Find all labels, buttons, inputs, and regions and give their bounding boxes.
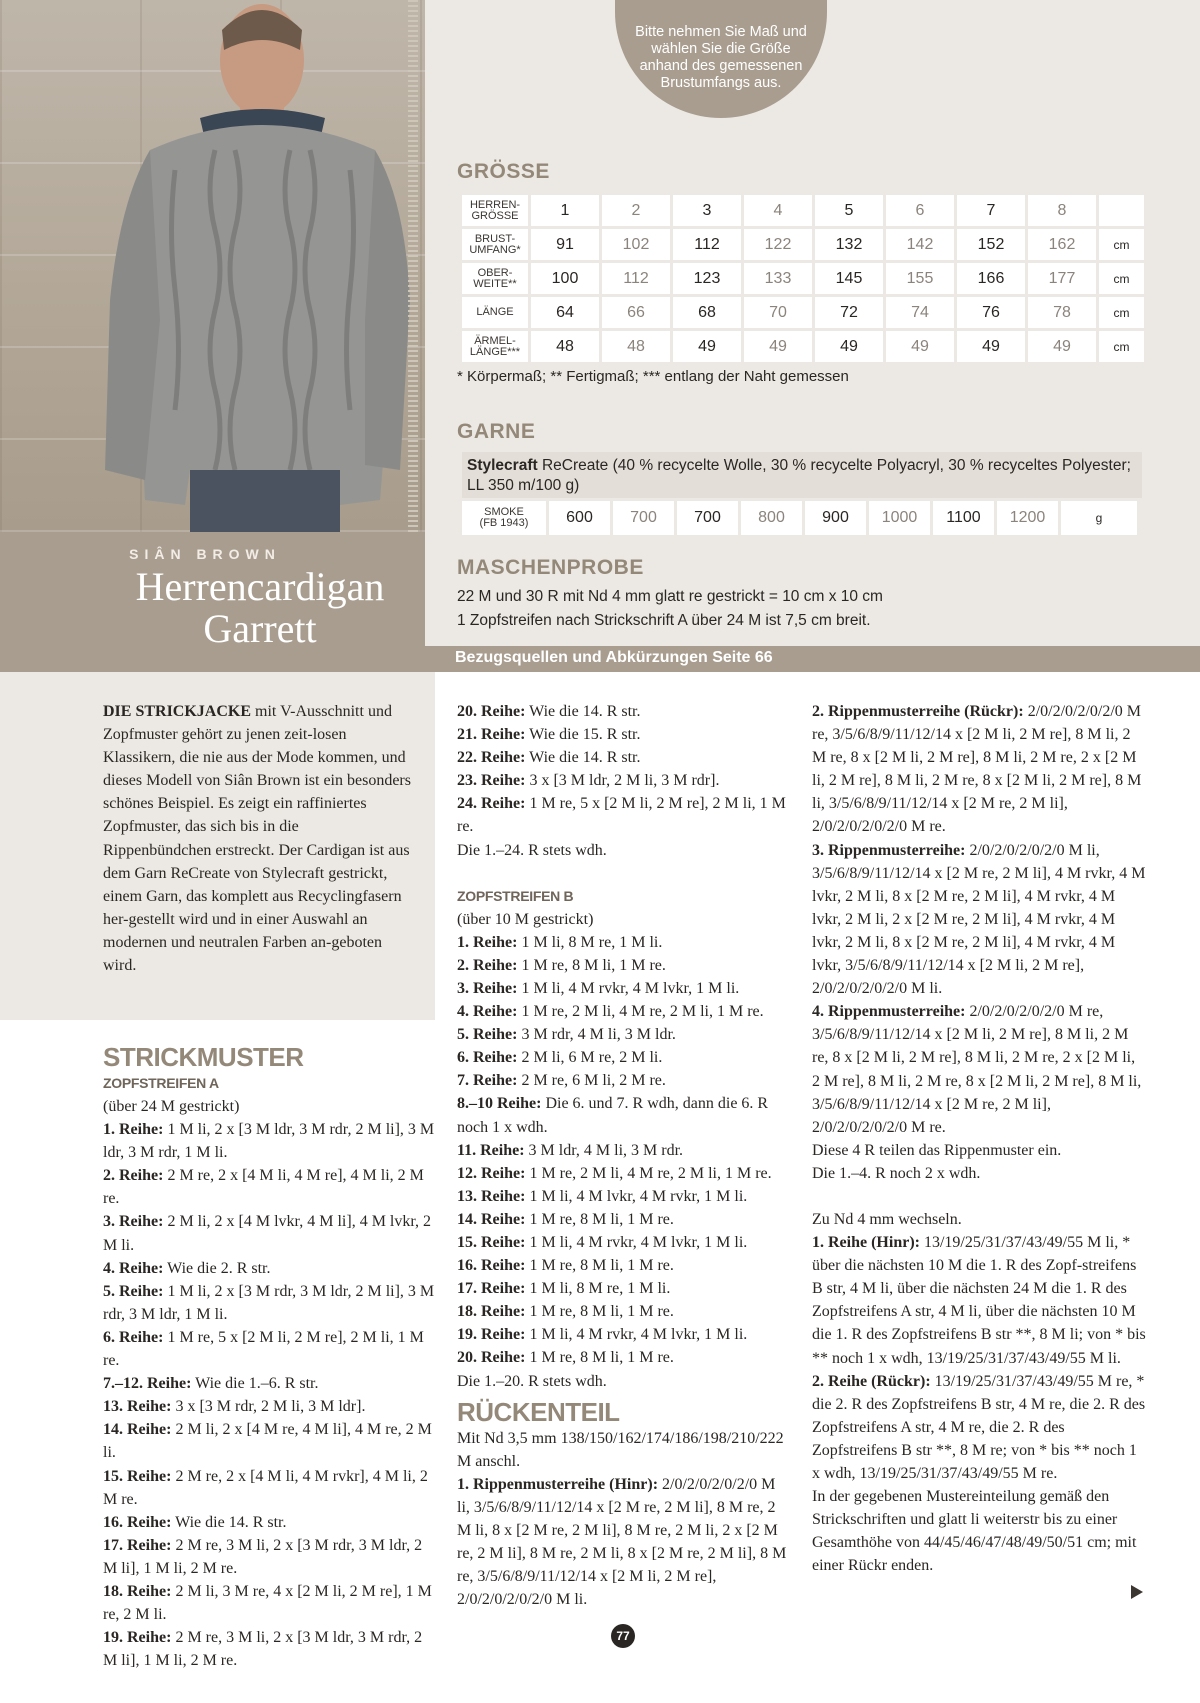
size-table-row (462, 297, 1144, 328)
size-value-cell: 6 (886, 195, 954, 226)
yarn-color-label: SMOKE (FB 1943) (462, 501, 546, 535)
trousers (190, 470, 340, 532)
size-row-label: BRUST- UMFANG* (462, 229, 528, 260)
size-value-cell: 72 (815, 297, 883, 328)
instruction-row: 16. Reihe: 1 M re, 8 M li, 1 M re. (457, 1257, 674, 1275)
yarn-details: ReCreate (40 % recycelte Wolle, 30 % recycelte Polyacryl, 30 % recyceltes Polyester; LL 350 m/100 g) (467, 457, 1131, 494)
instruction-row: 24. Reihe: 1 M re, 5 x [2 M li, 2 M re], 2 M li, 1 M re. (457, 795, 786, 836)
instruction-row: 4. Reihe: Wie die 2. R str. (103, 1259, 271, 1277)
size-value-cell: 8 (1028, 195, 1096, 226)
instruction-row: 13. Reihe: 1 M li, 4 M lvkr, 4 M rvkr, 1 M li. (457, 1187, 748, 1205)
zopfstreifen-a-rows-cont (457, 700, 792, 839)
yarn-amount-cell: 1100 (933, 501, 994, 535)
yarn-amount-cell: 700 (677, 501, 738, 535)
title-line-2: Garrett (203, 606, 317, 651)
size-value-cell: 132 (815, 229, 883, 260)
size-table-row (462, 229, 1144, 260)
instruction-row: 15. Reihe: 2 M re, 2 x [4 M li, 4 M rvkr], 4 M li, 2 M re. (103, 1467, 428, 1508)
size-value-cell: 142 (886, 229, 954, 260)
gauge-line-2: 1 Zopfstreifen nach Strickschrift A über 24 M ist 7,5 cm breit. (457, 612, 871, 629)
rib-row-2-text: 2/0/2/0/2/0/2/0 M re, 3/5/6/8/9/11/12/14 x [2 M li, 2 M re], 8 M li, 2 M re, 8 x [2 M li, 2 M re], 8 M li, 2 M re, 2 x [2 M li, 2 M re], 8 M li, 2 M re, 8 x [2 M li, 2 M re], 8 M li, 3/5/6/8/9/11/12/14 x [2 M re, 2 M li], 2/0/2/0/2/0/2/0 M re. (812, 703, 1142, 836)
size-table (459, 192, 1147, 365)
zopfstreifen-b-note: (über 10 M gestrickt) (457, 910, 594, 928)
rib-row-3-text: 2/0/2/0/2/0/2/0 M li, 3/5/6/8/9/11/12/14 x [2 M re, 2 M li], 4 M rvkr, 4 M lvkr, 2 M li, 8 x [2 M re, 2 M li], 4 M rvkr, 4 M lvkr, 2 M li, 2 x [2 M re, 2 M li], 4 M rvkr, 4 M lvkr, 2 M li, 8 x [2 M re, 2 M li], 4 M rvkr, 4 M lvkr, 3/5/6/8/9/11/12/14 x [2 M li, 2 M re], 2/0/2/0/2/0/2/0 M li. (812, 841, 1146, 998)
column-1 (103, 1038, 438, 1672)
size-value-cell: 48 (602, 331, 670, 362)
rib-note: Diese 4 R teilen das Rippenmuster ein. (812, 1141, 1062, 1159)
size-value-cell: 177 (1028, 263, 1096, 294)
instruction-row: 4. Reihe: 1 M re, 2 M li, 4 M re, 2 M li, 1 M re. (457, 1003, 764, 1021)
back-pattern-row-1 (812, 1231, 1147, 1370)
instruction-row: 7.–12. Reihe: Wie die 1.–6. R str. (103, 1375, 319, 1393)
instruction-row: 16. Reihe: Wie die 14. R str. (103, 1513, 287, 1531)
instruction-row: 6. Reihe: 1 M re, 5 x [2 M li, 2 M re], 2 M li, 1 M re. (103, 1328, 424, 1370)
size-value-cell: 112 (602, 263, 670, 294)
instruction-row: 22. Reihe: Wie die 14. R str. (457, 749, 641, 767)
size-value-cell: 66 (602, 297, 670, 328)
rib-row-3 (812, 839, 1147, 1001)
size-row-label: OBER- WEITE** (462, 263, 528, 294)
size-unit-cell: cm (1099, 297, 1144, 328)
size-value-cell: 152 (957, 229, 1025, 260)
author-name: SIÂN BROWN (129, 546, 281, 562)
size-footnote: * Körpermaß; ** Fertigmaß; *** entlang der Naht gemessen (457, 368, 849, 385)
instruction-row: 21. Reihe: Wie die 15. R str. (457, 726, 641, 744)
size-value-cell: 49 (886, 331, 954, 362)
instruction-row: 18. Reihe: 1 M re, 8 M li, 1 M re. (457, 1303, 674, 1321)
size-value-cell: 49 (1028, 331, 1096, 362)
size-row-label: ÄRMEL- LÄNGE*** (462, 331, 528, 362)
zopfstreifen-a-heading: ZOPFSTREIFEN A (103, 1075, 219, 1091)
instruction-row: 18. Reihe: 2 M li, 3 M re, 4 x [2 M li, 2 M re], 1 M re, 2 M li. (103, 1582, 432, 1624)
size-value-cell: 123 (673, 263, 741, 294)
yarn-amount-cell: 700 (613, 501, 674, 535)
instruction-row: 6. Reihe: 2 M li, 6 M re, 2 M li. (457, 1049, 663, 1067)
instruction-row: 13. Reihe: 3 x [3 M rdr, 2 M li, 3 M ldr]. (103, 1398, 366, 1416)
instruction-row: 5. Reihe: 3 M rdr, 4 M li, 3 M ldr. (457, 1026, 676, 1044)
size-unit-cell: cm (1099, 229, 1144, 260)
size-value-cell: 68 (673, 297, 741, 328)
size-value-cell: 49 (673, 331, 741, 362)
rib-row-3-label: 3. Rippenmusterreihe: (812, 841, 966, 859)
back-pattern-row-1-text: 13/19/25/31/37/43/49/55 M li, * über die nächsten 10 M die 1. R des Zopf-streifens B str, 4 M li, über die nächsten 24 M die 1. R des Zopfstreifens A str, 4 M li, über die nächsten 10 M die 1. R des Zopfstreifens B str **, 8 M li; von * bis ** noch 1 x wdh, 13/19/25/31/37/43/49/55 M li. (812, 1234, 1146, 1367)
zopfstreifen-b-rows (457, 931, 792, 1370)
size-value-cell: 100 (531, 263, 599, 294)
yarn-amount-cell: 800 (741, 501, 802, 535)
instruction-row: 20. Reihe: Wie die 14. R str. (457, 703, 641, 720)
instruction-row: 3. Reihe: 1 M li, 4 M rvkr, 4 M lvkr, 1 M li. (457, 979, 740, 997)
instruction-row: 2. Reihe: 2 M re, 2 x [4 M li, 4 M re], 4 M li, 2 M re. (103, 1167, 424, 1208)
size-table-row (462, 195, 1144, 226)
size-heading: GRÖSSE (457, 160, 550, 183)
size-table-row (462, 331, 1144, 362)
size-value-cell: 122 (744, 229, 812, 260)
instruction-row: 1. Reihe: 1 M li, 2 x [3 M ldr, 3 M rdr, 2 M li], 3 M ldr, 3 M rdr, 1 M li. (103, 1121, 435, 1162)
instruction-row: 15. Reihe: 1 M li, 4 M rvkr, 4 M lvkr, 1 M li. (457, 1233, 748, 1251)
size-value-cell: 155 (886, 263, 954, 294)
gauge-line-1: 22 M und 30 R mit Nd 4 mm glatt re gestrickt = 10 cm x 10 cm (457, 588, 883, 605)
size-value-cell: 145 (815, 263, 883, 294)
size-unit-cell: cm (1099, 263, 1144, 294)
instruction-row: 2. Reihe: 1 M re, 8 M li, 1 M re. (457, 956, 666, 974)
size-value-cell: 70 (744, 297, 812, 328)
size-value-cell: 133 (744, 263, 812, 294)
intro-body: mit V-Ausschnitt und Zopfmuster gehört zu jenen zeit-losen Klassikern, die nie aus der Mode kommen, und dieses Modell von Siân Brown ist ein besonders schönes Beispiel. Es zeigt ein raffiniertes Zopfmuster, das sich bis in die Rippenbündchen erstreckt. Der Cardigan ist aus dem Garn ReCreate von Stylecraft gestrickt, einem Garn, das komplett aus Recyclingfasern her-gestellt wird und in einer Auswahl an modernen und neutralen Farben an-geboten wird. (103, 703, 411, 975)
size-value-cell: 78 (1028, 297, 1096, 328)
column-2 (457, 700, 792, 1611)
instruction-row: 3. Reihe: 2 M li, 2 x [4 M lvkr, 4 M li], 4 M lvkr, 2 M li. (103, 1213, 432, 1254)
rib-repeat: Die 1.–4. R noch 2 x wdh. (812, 1164, 981, 1182)
source-bar (425, 646, 1200, 672)
instruction-row: 11. Reihe: 3 M ldr, 4 M li, 3 M rdr. (457, 1141, 684, 1159)
size-value-cell: 4 (744, 195, 812, 226)
instruction-row: 8.–10 Reihe: Die 6. und 7. R wdh, dann die 6. R noch 1 x wdh. (457, 1095, 769, 1136)
size-value-cell: 2 (602, 195, 670, 226)
size-value-cell: 64 (531, 297, 599, 328)
instruction-row: 17. Reihe: 1 M li, 8 M re, 1 M li. (457, 1280, 671, 1298)
instruction-row: 23. Reihe: 3 x [3 M ldr, 2 M li, 3 M rdr]. (457, 772, 720, 790)
yarn-table (459, 498, 1140, 538)
size-value-cell: 74 (886, 297, 954, 328)
source-link[interactable]: Bezugsquellen und Abkürzungen Seite 66 (455, 649, 773, 666)
size-value-cell: 102 (602, 229, 670, 260)
rib-row-2 (812, 700, 1147, 839)
yarn-amount-cell: 1200 (997, 501, 1058, 535)
yarn-amount-cell: 900 (805, 501, 866, 535)
size-value-cell: 166 (957, 263, 1025, 294)
continue-arrow-icon (1131, 1585, 1143, 1599)
instruction-row: 20. Reihe: 1 M re, 8 M li, 1 M re. (457, 1349, 674, 1367)
size-unit-cell (1099, 195, 1144, 226)
instruction-row: 1. Reihe: 1 M li, 8 M re, 1 M li. (457, 933, 663, 951)
size-value-cell: 49 (744, 331, 812, 362)
size-value-cell: 1 (531, 195, 599, 226)
model-photo (0, 0, 425, 532)
back-pattern-row-1-label: 1. Reihe (Hinr): (812, 1234, 920, 1252)
strickmuster-heading: STRICKMUSTER (103, 1042, 304, 1072)
yarn-description (462, 452, 1142, 498)
page-number: 77 (611, 1624, 635, 1648)
back-intro: Mit Nd 3,5 mm 138/150/162/174/186/198/210/222 M anschl. (457, 1429, 784, 1470)
instruction-row: 14. Reihe: 2 M li, 2 x [4 M re, 4 M li], 4 M re, 2 M li. (103, 1421, 432, 1462)
instruction-row: 12. Reihe: 1 M re, 2 M li, 4 M re, 2 M li, 1 M re. (457, 1164, 772, 1182)
repeat-b: Die 1.–20. R stets wdh. (457, 1372, 607, 1390)
instruction-row: 19. Reihe: 1 M li, 4 M rvkr, 4 M lvkr, 1 M li. (457, 1326, 748, 1344)
instruction-row: 19. Reihe: 2 M re, 3 M li, 2 x [3 M ldr, 3 M rdr, 2 M li], 1 M li, 2 M re. (103, 1629, 423, 1670)
size-value-cell: 76 (957, 297, 1025, 328)
back-pattern-row-2-label: 2. Reihe (Rückr): (812, 1372, 931, 1390)
yarn-amount-cell: 1000 (869, 501, 930, 535)
instruction-row: 5. Reihe: 1 M li, 2 x [3 M rdr, 3 M ldr, 2 M li], 3 M rdr, 3 M ldr, 1 M li. (103, 1282, 435, 1323)
yarn-table-row (462, 501, 1137, 535)
back-pattern-row-2 (812, 1370, 1147, 1485)
size-row-label: HERREN- GRÖSSE (462, 195, 528, 226)
instruction-row: 14. Reihe: 1 M re, 8 M li, 1 M re. (457, 1210, 674, 1228)
size-table-row (462, 263, 1144, 294)
back-row-1 (457, 1473, 792, 1612)
back-row-1-text: 2/0/2/0/2/0/2/0 M li, 3/5/6/8/9/11/12/14 x [2 M re, 2 M li], 8 M re, 2 M li, 8 x [2 M re, 2 M li], 8 M re, 2 M li, 2 x [2 M re, 2 M li], 8 M re, 2 M li, 8 x [2 M re, 2 M li], 8 M re, 3/5/6/8/9/11/12/14 x [2 M li, 2 M re], 2/0/2/0/2/0/2/0 M li. (457, 1475, 787, 1609)
intro-lead: DIE STRICKJACKE (103, 703, 252, 720)
size-note-text: Bitte nehmen Sie Maß und wählen Sie die Größe anhand des gemessenen Brustumfangs aus. (635, 24, 807, 91)
yarn-amount-cell: 600 (549, 501, 610, 535)
repeat-a: Die 1.–24. R stets wdh. (457, 841, 607, 859)
rueckenteil-heading: RÜCKENTEIL (457, 1396, 620, 1427)
size-value-cell: 112 (673, 229, 741, 260)
zopfstreifen-a-note: (über 24 M gestrickt) (103, 1098, 240, 1115)
gauge-text (457, 585, 883, 633)
rib-row-4 (812, 1000, 1147, 1139)
zopfstreifen-b-heading: ZOPFSTREIFEN B (457, 887, 574, 904)
size-value-cell: 7 (957, 195, 1025, 226)
size-value-cell: 49 (957, 331, 1025, 362)
needle-switch: Zu Nd 4 mm wechseln. (812, 1210, 962, 1228)
column-3 (812, 700, 1147, 1577)
back-row-1-label: 1. Rippenmusterreihe (Hinr): (457, 1475, 659, 1493)
size-row-label: LÄNGE (462, 297, 528, 328)
zopfstreifen-a-rows (103, 1118, 438, 1672)
rib-row-4-text: 2/0/2/0/2/0/2/0 M re, 3/5/6/8/9/11/12/14 x [2 M li, 2 M re], 8 M li, 2 M re, 8 x [2 M li, 2 M re], 8 M li, 2 M re, 2 x [2 M li, 2 M re], 8 M li, 2 M re, 8 x [2 M li, 2 M re], 8 M li, 3/5/6/8/9/11/12/14 x [2 M re, 2 M li], 2/0/2/0/2/0/2/0 M re. (812, 1003, 1142, 1136)
gauge-heading: MASCHENPROBE (457, 556, 644, 579)
size-value-cell: 5 (815, 195, 883, 226)
instruction-row: 7. Reihe: 2 M re, 6 M li, 2 M re. (457, 1072, 666, 1090)
yarn-brand: Stylecraft (467, 457, 538, 474)
size-value-cell: 162 (1028, 229, 1096, 260)
size-value-cell: 49 (815, 331, 883, 362)
size-value-cell: 91 (531, 229, 599, 260)
closing-text: In der gegebenen Mustereinteilung gemäß den Strickschriften und glatt li weiterstr bis zu einer Gesamthöhe von 44/45/46/47/48/49/50/51 cm; mit einer Rückr enden. (812, 1488, 1137, 1575)
size-unit-cell: cm (1099, 331, 1144, 362)
size-value-cell: 3 (673, 195, 741, 226)
title-line-1: Herrencardigan (135, 564, 385, 609)
rib-row-2-label: 2. Rippenmusterreihe (Rückr): (812, 703, 1024, 720)
back-pattern-row-2-text: 13/19/25/31/37/43/49/55 M re, * die 2. R des Zopfstreifens B str, 4 M re, die 2. R des Zopfstreifens A str, 4 M re, die 2. R des Zopfstreifens B str **, 8 M re; von * bis ** noch 1 x wdh, 13/19/25/31/37/43/49/55 M re. (812, 1372, 1146, 1482)
yarn-unit-cell: g (1061, 501, 1137, 535)
intro-text (103, 700, 411, 977)
yarn-heading: GARNE (457, 420, 536, 443)
rib-row-4-label: 4. Rippenmusterreihe: (812, 1003, 966, 1021)
instruction-row: 17. Reihe: 2 M re, 3 M li, 2 x [3 M rdr, 3 M ldr, 2 M li], 1 M li, 2 M re. (103, 1536, 423, 1577)
sweater-figure (0, 0, 425, 532)
size-value-cell: 48 (531, 331, 599, 362)
